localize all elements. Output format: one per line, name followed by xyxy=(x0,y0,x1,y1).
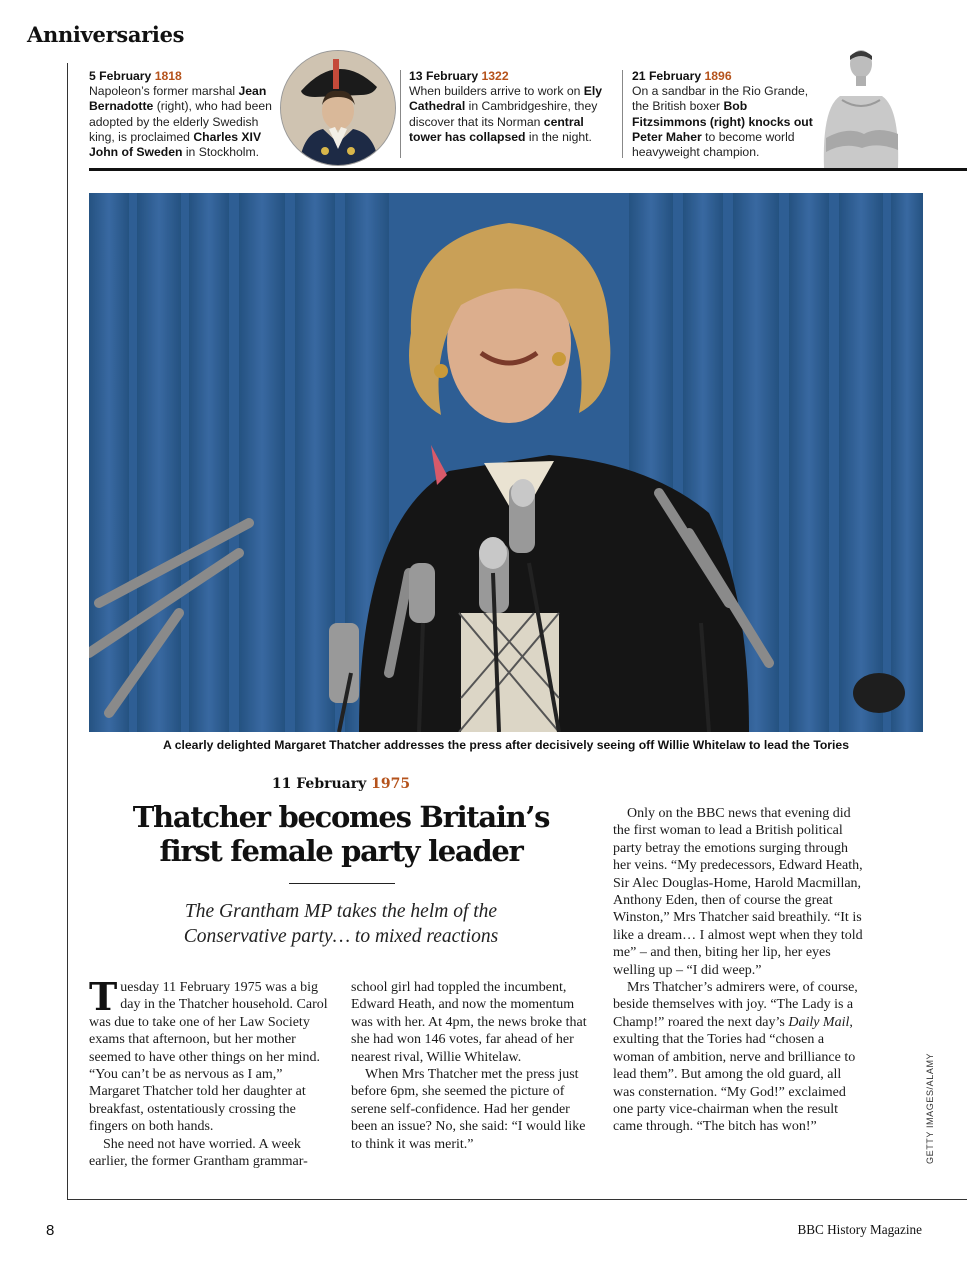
anniversary-divider xyxy=(622,70,623,158)
anniversary-text-run: to become world heavyweight champion. xyxy=(632,129,795,160)
anniversary-year: 1322 xyxy=(481,69,509,83)
headline-line-2: first female party leader xyxy=(159,834,523,868)
headline-line-1: Thatcher becomes Britain’s xyxy=(132,800,550,834)
page-number: 8 xyxy=(46,1222,55,1239)
article-standfirst xyxy=(110,899,572,949)
photo-credit: GETTY IMAGES/ALAMY xyxy=(925,1052,935,1164)
drop-cap: T xyxy=(89,974,118,1019)
anniversary-text-run: in the night. xyxy=(525,129,592,144)
standfirst-line-1: The Grantham MP takes the helm of the xyxy=(184,901,498,922)
frame-bottom-rule xyxy=(67,1199,967,1200)
paragraph-text: Mrs Thatcher’s admirers were, of course, beside themselves with joy. “The Lady is a Champ!” roared the next day’s xyxy=(613,980,858,1030)
standfirst-line-2: Conservative party… to mixed reactions xyxy=(183,926,499,947)
section-title: Anniversaries xyxy=(27,22,185,47)
anniversary-highlight: Ely Cathedral xyxy=(409,84,603,114)
anniversary-item-1 xyxy=(89,69,281,160)
fitzsimmons-photo xyxy=(818,42,904,168)
magazine-title: BBC History Magazine xyxy=(797,1222,922,1237)
body-column-1 xyxy=(89,974,335,1170)
paragraph xyxy=(613,979,863,1136)
paragraph: She need not have worried. A week earlier, the former Grantham grammar- xyxy=(89,1136,308,1170)
anniversary-text-run: When builders arrive to work on xyxy=(409,84,584,99)
anniversary-highlight: central tower has collapsed xyxy=(409,114,584,144)
anniversary-highlight: Jean Bernadotte xyxy=(89,84,267,114)
anniversary-year: 1818 xyxy=(154,69,182,83)
body-column-2 xyxy=(351,979,597,1153)
body-column-3 xyxy=(613,805,863,1136)
anniversary-divider xyxy=(400,70,401,158)
anniversary-year: 1896 xyxy=(704,69,732,83)
anniversary-text-run: (right), who had been adopted by the elderly Swedish king, is proclaimed xyxy=(89,99,272,144)
anniversary-text-run: On a sandbar in the Rio Grande, the British boxer xyxy=(632,84,809,114)
photo-caption: A clearly delighted Margaret Thatcher addresses the press after decisively seeing off Willie Whitelaw to lead the Tories xyxy=(163,738,849,752)
paragraph xyxy=(89,974,335,1136)
anniversary-item-2 xyxy=(409,69,617,145)
article-headline xyxy=(89,800,593,868)
article-date-year: 1975 xyxy=(371,776,411,792)
anniversary-text-run: Napoleon’s former marshal xyxy=(89,84,239,99)
anniversary-text xyxy=(409,84,602,144)
anniversary-text xyxy=(632,84,813,159)
anniversary-highlight: Charles XIV John of Sweden xyxy=(89,129,262,160)
anniversary-item-3 xyxy=(632,69,818,160)
anniversary-highlight: Bob Fitzsimmons (right) knocks out Peter Maher xyxy=(632,99,813,144)
anniversary-date: 5 February xyxy=(89,69,152,83)
article-date-day: 11 February xyxy=(271,776,367,792)
paragraph-text: , exulting that the Tories had “chosen a woman of ambition, nerve and brilliance to lead them”. But among the old guard, all was consternation. “My God!” exclaimed one party vice-chairman when the result came through. “The bitch has won!” xyxy=(613,1014,856,1135)
paragraph: school girl had toppled the incumbent, Edward Heath, and now the momentum was with her. At 4pm, the news broke that she had won 146 votes, far ahead of her nearest rival, Willie Whitelaw. xyxy=(351,980,587,1065)
thatcher-press-photo xyxy=(89,193,923,732)
anniversary-text-run: in Stockholm. xyxy=(182,145,259,160)
publication-name: Daily Mail xyxy=(788,1014,850,1030)
headline-rule xyxy=(289,883,395,884)
bernadotte-portrait xyxy=(280,50,396,166)
strip-rule xyxy=(89,168,967,171)
anniversary-date: 13 February xyxy=(409,69,479,83)
anniversary-date: 21 February xyxy=(632,69,702,83)
frame-left-rule xyxy=(67,63,68,1200)
paragraph: When Mrs Thatcher met the press just before 6pm, she seemed the picture of serene self-confidence. Had her gender been an issue? No, she said: “I would like to think it was merit.” xyxy=(351,1067,586,1152)
anniversary-text-run: in Cambridgeshire, they discover that its Norman xyxy=(409,99,598,129)
anniversary-text xyxy=(89,84,272,159)
article-date xyxy=(89,776,593,792)
paragraph: Only on the BBC news that evening did the first woman to lead a British political party betray the emotions surging through her veins. “My predecessors, Edward Heath, Sir Alec Douglas-Home, Harold Macmillan, Anthony Eden, then of course the great Winston,” Mrs Thatcher said breathily. “It is like a dream… I almost wept when they told me” – and then, biting her lip, her eyes welling up – “I did weep.” xyxy=(613,806,863,978)
paragraph-text: uesday 11 February 1975 was a big day in the Thatcher household. Carol was due to take one of her Law Society exams that afternoon, but her mother seemed to have other things on her mind. “You can’t be as nervous as I am,” Margaret Thatcher told her daughter at breakfast, ostentatiously crossing the fingers on both hands. xyxy=(89,980,328,1135)
